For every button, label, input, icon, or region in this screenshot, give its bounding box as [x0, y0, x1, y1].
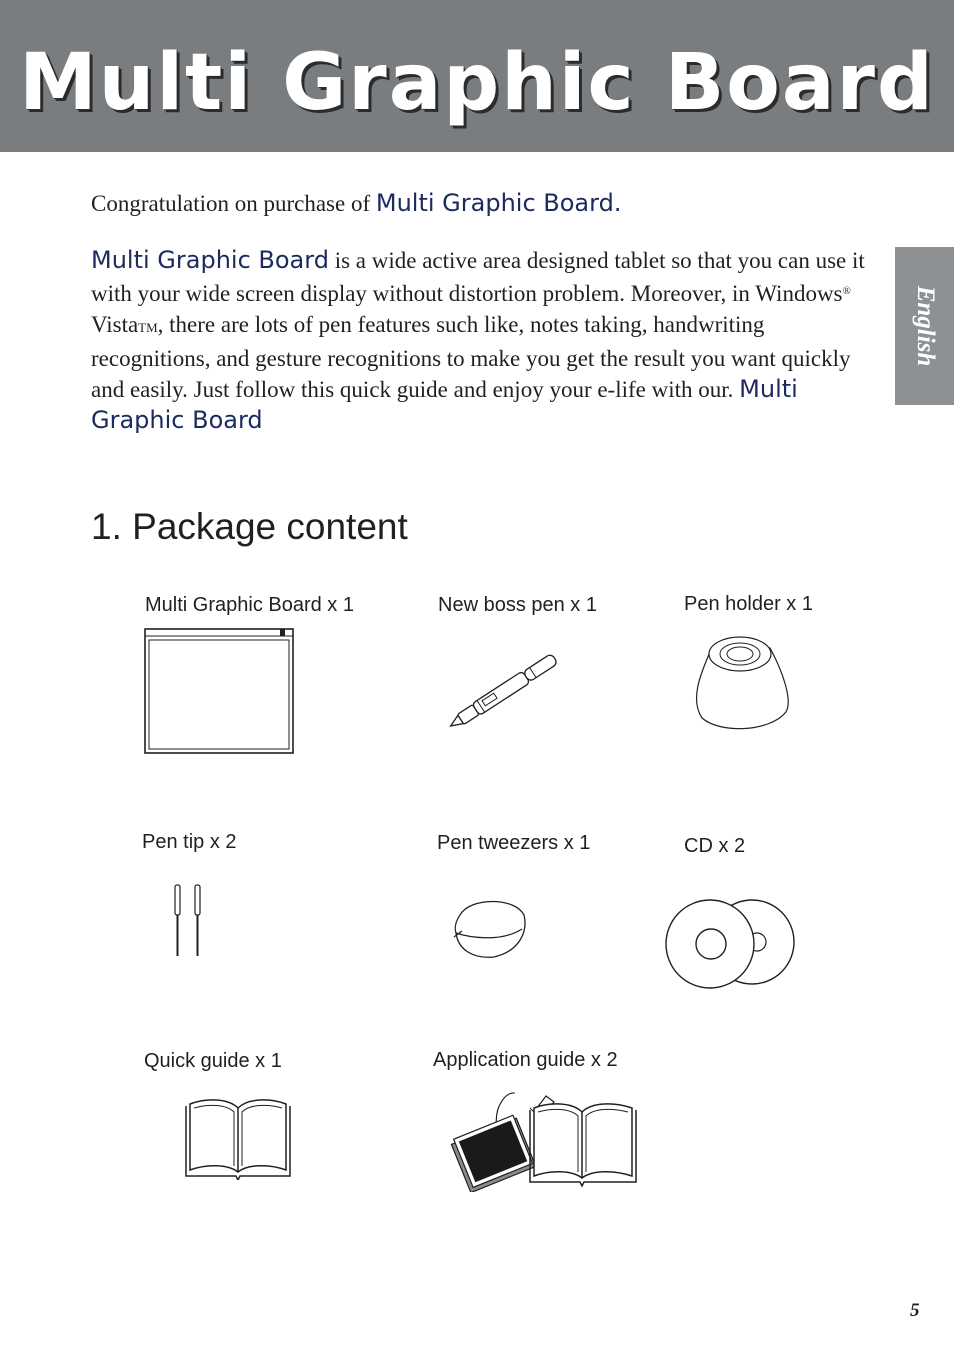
item-label-cd: CD x 2: [684, 835, 746, 857]
intro-text: [91, 188, 871, 436]
brand-name: Multi Graphic Board.: [375, 189, 622, 217]
item-label-tablet: Multi Graphic Board x 1: [145, 594, 354, 616]
tablet-icon: [143, 627, 295, 755]
trademark-mark: TM: [138, 320, 158, 335]
registered-mark: ®: [842, 285, 851, 297]
intro-p2-text: , there are lots of pen features such like, notes taking, handwriting recognitions, and gesture recognitions to make you get the result you want quickly and easily. Just follow this quick guide and enjoy your e-life with our.: [91, 312, 851, 402]
intro-p2-text: is a wide active area designed tablet so that you can use it with your wide screen display without distortion problem. Moreover, in Windows: [91, 248, 865, 306]
section-title: 1. Package content: [91, 506, 408, 547]
pen-icon: [436, 645, 576, 735]
pen-tip-icon: [168, 882, 208, 960]
item-label-quick-guide: Quick guide x 1: [144, 1050, 282, 1072]
page-number: 5: [910, 1300, 920, 1321]
tweezers-icon: [450, 893, 532, 963]
intro-paragraph-2: [91, 245, 871, 436]
book-icon: [182, 1096, 294, 1180]
language-label: English: [911, 285, 939, 367]
brand-name: Multi Graphic Board: [91, 246, 329, 274]
intro-p1-text: Congratulation on purchase of: [91, 191, 376, 216]
brand-name: Multi Graphic Board: [91, 375, 798, 434]
cd-icon: [664, 898, 800, 990]
item-label-application-guide: Application guide x 2: [433, 1049, 618, 1071]
language-tab: [895, 247, 954, 405]
page-title: Multi Graphic Board: [19, 38, 935, 128]
item-label-tweezers: Pen tweezers x 1: [437, 832, 591, 854]
intro-p2-text: Vista: [91, 312, 139, 337]
item-label-pen: New boss pen x 1: [438, 594, 597, 616]
item-label-pen-holder: Pen holder x 1: [684, 593, 813, 615]
pen-holder-icon: [690, 630, 792, 732]
item-label-pen-tip: Pen tip x 2: [142, 831, 237, 853]
intro-paragraph-1: [91, 188, 871, 219]
books-icon: [446, 1088, 642, 1192]
header-band: [0, 0, 954, 152]
